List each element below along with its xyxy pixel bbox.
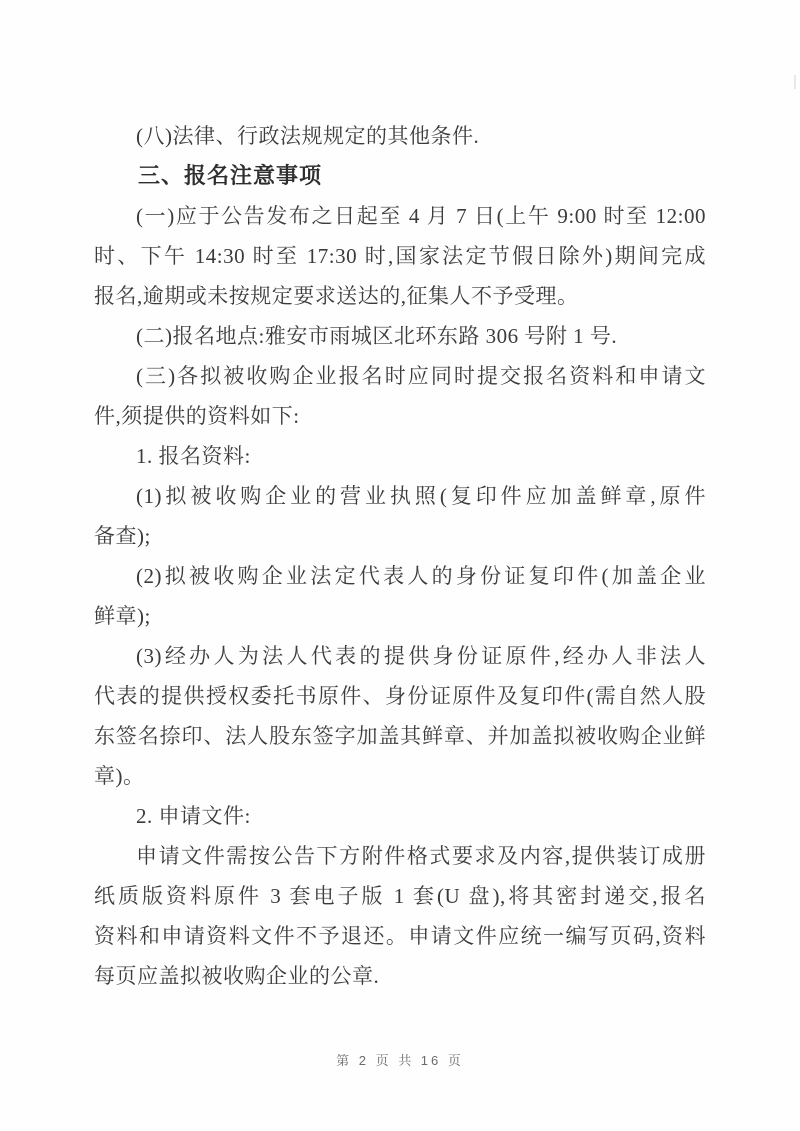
text-line: 时、下午 14:30 时至 17:30 时,国家法定节假日除外)期间完成: [94, 244, 706, 268]
text-line: (3)经办人为法人代表的提供身份证原件,经办人非法人: [136, 644, 706, 668]
text-line: 2. 申请文件:: [136, 804, 251, 828]
text-line: 每页应盖拟被收购企业的公章.: [94, 964, 380, 988]
text-line: 件,须提供的资料如下:: [94, 404, 300, 428]
text-line: 代表的提供授权委托书原件、身份证原件及复印件(需自然人股: [94, 684, 706, 708]
text-line: 章)。: [94, 764, 145, 788]
text-line: 报名,逾期或未按规定要求送达的,征集人不予受理。: [94, 284, 579, 308]
text-line: (1)拟被收购企业的营业执照(复印件应加盖鲜章,原件: [136, 484, 706, 508]
page-number: 第 2 页 共 16 页: [336, 1053, 464, 1068]
text-line: 东签名捺印、法人股东签字加盖其鲜章、并加盖拟被收购企业鲜: [94, 724, 706, 748]
text-line: (二)报名地点:雅安市雨城区北环东路 306 号附 1 号.: [136, 324, 618, 348]
text-line: 鲜章);: [94, 604, 151, 628]
section-heading: 三、报名注意事项: [138, 163, 323, 188]
text-line: 纸质版资料原件 3 套电子版 1 套(U 盘),将其密封递交,报名: [94, 884, 706, 908]
text-line: 申请文件需按公告下方附件格式要求及内容,提供装订成册: [136, 844, 706, 868]
text-line: 备查);: [94, 524, 151, 548]
text-line: (八)法律、行政法规规定的其他条件.: [136, 124, 480, 148]
page-footer: [0, 1050, 800, 1070]
text-line: 1. 报名资料:: [136, 444, 251, 468]
text-line: (一)应于公告发布之日起至 4 月 7 日(上午 9:00 时至 12:00: [136, 204, 706, 228]
document-body: [94, 116, 706, 996]
text-line: (三)各拟被收购企业报名时应同时提交报名资料和申请文: [136, 364, 706, 388]
text-line: 资料和申请资料文件不予退还。申请文件应统一编写页码,资料: [94, 924, 706, 948]
text-line: (2)拟被收购企业法定代表人的身份证复印件(加盖企业: [136, 564, 706, 588]
